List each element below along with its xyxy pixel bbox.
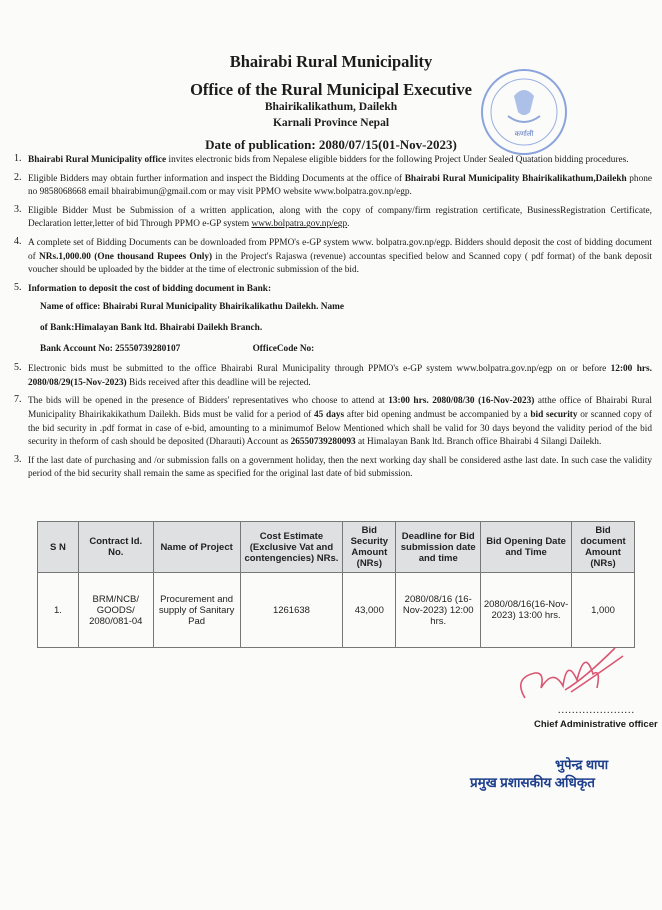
- cell-sn: 1.: [38, 573, 79, 648]
- item-text: atthe office of Bhairabi Rural Municipality Bhairikakikathum Dailekh. Bids must be valid for a period of: [28, 396, 652, 420]
- col-cost: Cost Estimate (Exclusive Vat and contengencies) NRs.: [240, 522, 343, 573]
- col-sn: S N: [38, 522, 79, 573]
- item-text: at Himalayan Bank ltd. Branch office Bhairabi 4 Silangi Dailekh.: [355, 437, 602, 448]
- notice-item-3: [14, 205, 652, 232]
- item-number: 7.: [14, 394, 22, 406]
- notice-body: [14, 154, 652, 487]
- item-text: The bids will be opened in the presence of Bidders' representatives who choose to attend at: [28, 396, 389, 407]
- col-security: Bid Security Amount (NRs): [343, 522, 396, 573]
- office-name: Name of office: Bhairabi Rural Municipality Bhairikalikathu Dailekh. Name: [40, 302, 344, 313]
- cell-security: 43,000: [343, 573, 396, 648]
- item-bold: 13:00 hrs. 2080/08/30 (16-Nov-2023): [388, 396, 535, 407]
- item-text: invites electronic bids from Nepalese eligible bidders for the following Project Under Sealed Quatation bidding procedures.: [166, 155, 629, 165]
- item-number: 1.: [14, 153, 22, 164]
- notice-item-5: [14, 283, 652, 297]
- item-number: 5.: [14, 281, 22, 293]
- col-project: Name of Project: [153, 522, 240, 573]
- official-seal-stamp: [478, 66, 570, 158]
- item-text: phone no 9858068668 email bhairabimun@gmail.com or may visit PPMO website www.bolpatra.gov.np/egp.: [28, 173, 653, 198]
- item-text: Bids received after this deadline will be rejected.: [126, 377, 311, 388]
- col-contract-id: Contract Id. No.: [78, 522, 153, 573]
- item-bold: Bhairabi Rural Municipality office: [28, 155, 167, 165]
- item-number: 4.: [14, 235, 22, 247]
- item-text: A complete set of Bidding Documents can be downloaded from PPMO's e-GP system www. bolpatra.gov.np/egp. Bidders should deposit the cost of bidding document of: [28, 237, 652, 262]
- table-header-row: [38, 522, 635, 573]
- municipality-title: Bhairabi Rural Municipality: [229, 52, 433, 71]
- signature-line: ......................: [558, 705, 635, 716]
- item-bold: 26550739280093: [290, 437, 356, 448]
- col-deadline: Deadline for Bid submission date and time: [396, 522, 481, 573]
- item-bold: 45 days: [313, 409, 345, 420]
- bank-name: of Bank:Himalayan Bank ltd. Bhairabi Dailekh Branch.: [40, 322, 263, 333]
- item-number: 3.: [14, 453, 22, 465]
- bolpatra-link[interactable]: www.bolpatra.gov.np/egp: [251, 219, 348, 230]
- col-opening: Bid Opening Date and Time: [481, 522, 572, 573]
- account-number: Bank Account No: 25550739280107: [40, 343, 181, 354]
- item-bold: Bhairabi Rural Municipality Bhairikalikathum,Dailekh: [404, 173, 627, 184]
- office-code: OfficeCode No:: [252, 343, 315, 354]
- province-line: Karnali Province Nepal: [272, 117, 390, 129]
- notice-item-4: [14, 237, 652, 278]
- cell-cost: 1261638: [240, 573, 343, 648]
- cell-project: Procurement and supply of Sanitary Pad: [153, 573, 240, 648]
- col-doc-amount: Bid document Amount (NRs): [572, 522, 635, 573]
- bank-account: [40, 343, 652, 357]
- item-text: or scanned copy of the bid security in .pdf format in case of e-bid, amounting to a minimumof Below Mentioned which shall be valid for 30 days beyond the validity period of the bid security in theform of cash should be deposited (Dharauti) Account as: [28, 409, 652, 448]
- notice-item-7: [14, 395, 652, 449]
- svg-text:कर्णाली: कर्णाली: [514, 130, 534, 138]
- item-number: 3.: [14, 203, 22, 215]
- item-text: Eligible Bidder Must be Submission of a written application, along with the copy of company/firm registration certificate, BusinessRegistration Certificate, Declaration letter,letter of bid Through PPMO e-GP system: [28, 205, 652, 230]
- signature-mark: [505, 628, 635, 708]
- notice-item-1: [14, 154, 652, 168]
- office-title: Office of the Rural Municipal Executive: [190, 80, 472, 99]
- item-bold: bid security: [530, 409, 578, 420]
- item-bold: NRs.1,000.00 (One thousand Rupees Only): [39, 251, 213, 262]
- cell-contract-id: BRM/NCB/ GOODS/ 2080/081-04: [78, 573, 153, 648]
- item-text: Eligible Bidders may obtain further information and inspect the Bidding Documents at the office of: [28, 173, 405, 184]
- item-text: after bid opening andmust be accompanied by a: [344, 409, 531, 420]
- cell-doc-amount: 1,000: [572, 573, 635, 648]
- item-text: If the last date of purchasing and /or submission falls on a government holiday, then the next working day shall be considered asthe last date. In such case the validity period of the bid security shall remain the same as specified for the original last date of bid submission.: [28, 455, 652, 480]
- notice-item-6: [14, 363, 652, 390]
- item-bold: 12:00 hrs. 2080/08/29(15-Nov-2023): [28, 364, 652, 388]
- item-text: Electronic bids must be submitted to the office Bhairabi Rural Municipality through PPMO's e-GP system www.bolpatra.gov.np/egp on or before: [28, 364, 611, 375]
- item-text: in the Project's Rajaswa (revenue) accountas specified below and Scanned copy ( pdf format) of the bank deposit voucher should be uploaded by the bidder at the time of electronic submission of the bid.: [28, 251, 652, 276]
- item-number: 2.: [14, 171, 22, 183]
- address-line: Bhairikalikathum, Dailekh: [264, 101, 398, 113]
- signatory-name-nepali: भुपेन्द्र थापा: [555, 757, 609, 772]
- item-number: 5.: [14, 362, 22, 374]
- bank-info: [14, 301, 652, 356]
- signatory-title: Chief Administrative officer: [534, 719, 658, 730]
- signatory-title-nepali: प्रमुख प्रशासकीय अधिकृत: [470, 775, 595, 790]
- publication-date: Date of publication: 2080/07/15(01-Nov-2023): [205, 137, 457, 152]
- item-text: .: [347, 219, 350, 230]
- item-bold: Information to deposit the cost of bidding document in Bank:: [28, 283, 272, 294]
- cell-opening: 2080/08/16(16-Nov-2023) 13:00 hrs.: [481, 573, 572, 648]
- notice-item-8: [14, 455, 652, 482]
- cell-deadline: 2080/08/16 (16-Nov-2023) 12:00 hrs.: [396, 573, 481, 648]
- notice-item-2: [14, 173, 652, 200]
